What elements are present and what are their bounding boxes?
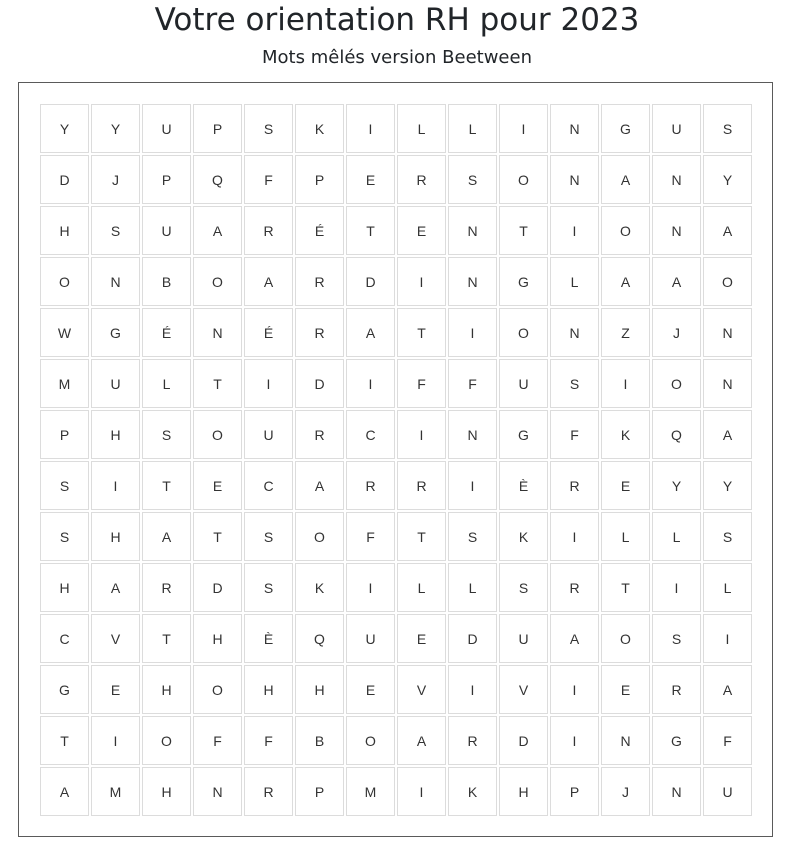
grid-cell[interactable]: J — [652, 308, 701, 357]
grid-cell[interactable]: R — [142, 563, 191, 612]
grid-cell[interactable]: U — [652, 104, 701, 153]
grid-cell[interactable]: H — [40, 563, 89, 612]
grid-cell[interactable]: A — [397, 716, 446, 765]
grid-cell[interactable]: R — [397, 155, 446, 204]
grid-cell[interactable]: S — [550, 359, 599, 408]
grid-cell[interactable]: I — [346, 563, 395, 612]
grid-cell[interactable]: T — [142, 461, 191, 510]
grid-cell[interactable]: T — [601, 563, 650, 612]
grid-cell[interactable]: A — [601, 155, 650, 204]
grid-cell[interactable]: T — [499, 206, 548, 255]
grid-cell[interactable]: U — [244, 410, 293, 459]
grid-cell[interactable]: Y — [652, 461, 701, 510]
grid-cell[interactable]: H — [295, 665, 344, 714]
grid-cell[interactable]: V — [397, 665, 446, 714]
grid-cell[interactable]: I — [550, 716, 599, 765]
grid-cell[interactable]: G — [499, 410, 548, 459]
grid-cell[interactable]: L — [448, 563, 497, 612]
grid-cell[interactable]: I — [601, 359, 650, 408]
grid-cell[interactable]: R — [397, 461, 446, 510]
grid-cell[interactable]: F — [550, 410, 599, 459]
grid-cell[interactable]: R — [295, 308, 344, 357]
grid-cell[interactable]: R — [550, 461, 599, 510]
grid-cell[interactable]: L — [652, 512, 701, 561]
grid-cell[interactable]: A — [346, 308, 395, 357]
grid-cell[interactable]: Y — [40, 104, 89, 153]
grid-cell[interactable]: B — [142, 257, 191, 306]
grid-cell[interactable]: D — [346, 257, 395, 306]
grid-cell[interactable]: S — [652, 614, 701, 663]
grid-cell[interactable]: H — [244, 665, 293, 714]
grid-cell[interactable]: L — [448, 104, 497, 153]
grid-cell[interactable]: G — [499, 257, 548, 306]
grid-cell[interactable]: T — [142, 614, 191, 663]
grid-cell[interactable]: S — [40, 512, 89, 561]
grid-cell[interactable]: S — [703, 104, 752, 153]
grid-cell[interactable]: L — [397, 563, 446, 612]
grid-cell[interactable]: T — [193, 359, 242, 408]
grid-cell[interactable]: F — [244, 716, 293, 765]
grid-cell[interactable]: F — [397, 359, 446, 408]
grid-cell[interactable]: K — [295, 104, 344, 153]
grid-cell[interactable]: K — [499, 512, 548, 561]
grid-cell[interactable]: M — [40, 359, 89, 408]
grid-cell[interactable]: G — [601, 104, 650, 153]
grid-cell[interactable]: N — [652, 206, 701, 255]
grid-cell[interactable]: P — [193, 104, 242, 153]
grid-cell[interactable]: H — [40, 206, 89, 255]
grid-cell[interactable]: D — [448, 614, 497, 663]
grid-cell[interactable]: S — [91, 206, 140, 255]
grid-cell[interactable]: A — [703, 665, 752, 714]
grid-cell[interactable]: L — [601, 512, 650, 561]
grid-cell[interactable]: I — [448, 665, 497, 714]
grid-cell[interactable]: U — [499, 614, 548, 663]
grid-cell[interactable]: I — [346, 104, 395, 153]
grid-cell[interactable]: N — [652, 155, 701, 204]
grid-cell[interactable]: I — [550, 206, 599, 255]
grid-cell[interactable]: É — [244, 308, 293, 357]
grid-cell[interactable]: A — [142, 512, 191, 561]
grid-cell[interactable]: N — [448, 206, 497, 255]
grid-cell[interactable]: U — [91, 359, 140, 408]
grid-cell[interactable]: S — [448, 512, 497, 561]
grid-cell[interactable]: H — [193, 614, 242, 663]
grid-cell[interactable]: P — [295, 767, 344, 816]
grid-cell[interactable]: F — [244, 155, 293, 204]
grid-cell[interactable]: R — [346, 461, 395, 510]
grid-cell[interactable]: K — [295, 563, 344, 612]
grid-cell[interactable]: T — [193, 512, 242, 561]
grid-cell[interactable]: È — [244, 614, 293, 663]
grid-cell[interactable]: F — [346, 512, 395, 561]
grid-cell[interactable]: A — [295, 461, 344, 510]
grid-cell[interactable]: N — [448, 410, 497, 459]
grid-cell[interactable]: A — [703, 410, 752, 459]
grid-cell[interactable]: D — [295, 359, 344, 408]
grid-cell[interactable]: C — [40, 614, 89, 663]
grid-cell[interactable]: Q — [193, 155, 242, 204]
grid-cell[interactable]: N — [193, 308, 242, 357]
grid-cell[interactable]: V — [91, 614, 140, 663]
grid-cell[interactable]: R — [448, 716, 497, 765]
grid-cell[interactable]: M — [91, 767, 140, 816]
grid-cell[interactable]: H — [91, 410, 140, 459]
grid-cell[interactable]: W — [40, 308, 89, 357]
grid-cell[interactable]: E — [91, 665, 140, 714]
grid-cell[interactable]: O — [601, 614, 650, 663]
grid-cell[interactable]: I — [346, 359, 395, 408]
grid-cell[interactable]: O — [295, 512, 344, 561]
grid-cell[interactable]: N — [601, 716, 650, 765]
grid-cell[interactable]: È — [499, 461, 548, 510]
grid-cell[interactable]: N — [550, 308, 599, 357]
grid-cell[interactable]: S — [499, 563, 548, 612]
grid-cell[interactable]: L — [397, 104, 446, 153]
grid-cell[interactable]: U — [142, 206, 191, 255]
grid-cell[interactable]: É — [295, 206, 344, 255]
grid-cell[interactable]: O — [499, 155, 548, 204]
grid-cell[interactable]: Y — [91, 104, 140, 153]
grid-cell[interactable]: T — [40, 716, 89, 765]
grid-cell[interactable]: O — [499, 308, 548, 357]
grid-cell[interactable]: I — [397, 257, 446, 306]
grid-cell[interactable]: Z — [601, 308, 650, 357]
grid-cell[interactable]: S — [40, 461, 89, 510]
grid-cell[interactable]: O — [652, 359, 701, 408]
grid-cell[interactable]: N — [448, 257, 497, 306]
grid-cell[interactable]: N — [91, 257, 140, 306]
page-title: Votre orientation RH pour 2023 — [154, 2, 640, 38]
grid-cell[interactable]: I — [397, 410, 446, 459]
grid-cell[interactable]: O — [142, 716, 191, 765]
grid-cell[interactable]: P — [142, 155, 191, 204]
page-subtitle: Mots mêlés version Beetween — [262, 47, 532, 68]
grid-cell[interactable]: U — [346, 614, 395, 663]
grid-cell[interactable]: O — [193, 410, 242, 459]
grid-cell[interactable]: N — [703, 308, 752, 357]
grid-cell[interactable]: S — [244, 512, 293, 561]
grid-cell[interactable]: U — [142, 104, 191, 153]
grid-cell[interactable]: E — [193, 461, 242, 510]
grid-cell[interactable]: I — [91, 461, 140, 510]
grid-cell[interactable]: E — [346, 665, 395, 714]
grid-cell[interactable]: A — [40, 767, 89, 816]
grid-cell[interactable]: P — [295, 155, 344, 204]
grid-cell[interactable]: É — [142, 308, 191, 357]
grid-cell[interactable]: L — [550, 257, 599, 306]
grid-cell[interactable]: T — [397, 512, 446, 561]
grid-cell[interactable]: E — [397, 206, 446, 255]
grid-cell[interactable]: D — [40, 155, 89, 204]
grid-cell[interactable]: E — [346, 155, 395, 204]
grid-cell[interactable]: I — [448, 461, 497, 510]
letter-grid — [40, 104, 752, 816]
grid-cell[interactable]: E — [601, 461, 650, 510]
grid-cell[interactable]: N — [193, 767, 242, 816]
grid-cell[interactable]: E — [397, 614, 446, 663]
grid-cell[interactable]: S — [448, 155, 497, 204]
grid-cell[interactable]: L — [703, 563, 752, 612]
grid-cell[interactable]: G — [652, 716, 701, 765]
grid-cell[interactable]: D — [499, 716, 548, 765]
grid-cell[interactable]: G — [40, 665, 89, 714]
grid-cell[interactable]: I — [448, 308, 497, 357]
grid-cell[interactable]: O — [346, 716, 395, 765]
grid-cell[interactable]: C — [244, 461, 293, 510]
grid-cell[interactable]: C — [346, 410, 395, 459]
grid-cell[interactable]: F — [703, 716, 752, 765]
grid-cell[interactable]: O — [601, 206, 650, 255]
grid-cell[interactable]: N — [652, 767, 701, 816]
grid-cell[interactable]: Q — [652, 410, 701, 459]
grid-cell[interactable]: I — [499, 104, 548, 153]
grid-cell[interactable]: N — [550, 104, 599, 153]
grid-cell[interactable]: A — [91, 563, 140, 612]
word-search-board — [18, 82, 773, 837]
grid-cell[interactable]: D — [193, 563, 242, 612]
grid-cell[interactable]: R — [244, 767, 293, 816]
grid-cell[interactable]: S — [703, 512, 752, 561]
grid-cell[interactable]: I — [397, 767, 446, 816]
grid-cell[interactable]: S — [244, 104, 293, 153]
grid-cell[interactable]: R — [550, 563, 599, 612]
grid-cell[interactable]: T — [397, 308, 446, 357]
grid-cell[interactable]: J — [91, 155, 140, 204]
grid-cell[interactable]: I — [703, 614, 752, 663]
grid-cell[interactable]: P — [40, 410, 89, 459]
grid-cell[interactable]: P — [550, 767, 599, 816]
grid-cell[interactable]: S — [142, 410, 191, 459]
grid-cell[interactable]: T — [346, 206, 395, 255]
grid-cell[interactable]: U — [499, 359, 548, 408]
grid-cell[interactable]: I — [244, 359, 293, 408]
grid-cell[interactable]: Q — [295, 614, 344, 663]
grid-cell[interactable]: O — [40, 257, 89, 306]
grid-cell[interactable]: I — [550, 665, 599, 714]
grid-cell[interactable]: S — [244, 563, 293, 612]
grid-cell[interactable]: A — [193, 206, 242, 255]
grid-cell[interactable]: J — [601, 767, 650, 816]
grid-cell[interactable]: E — [601, 665, 650, 714]
grid-cell[interactable]: L — [142, 359, 191, 408]
grid-cell[interactable]: A — [244, 257, 293, 306]
grid-cell[interactable]: H — [142, 665, 191, 714]
grid-cell[interactable]: A — [550, 614, 599, 663]
grid-cell[interactable]: H — [91, 512, 140, 561]
grid-cell[interactable]: O — [193, 257, 242, 306]
grid-cell[interactable]: F — [448, 359, 497, 408]
grid-cell[interactable]: O — [193, 665, 242, 714]
grid-cell[interactable]: H — [499, 767, 548, 816]
grid-cell[interactable]: V — [499, 665, 548, 714]
grid-cell[interactable]: A — [652, 257, 701, 306]
grid-cell[interactable]: N — [550, 155, 599, 204]
grid-cell[interactable]: A — [703, 206, 752, 255]
grid-cell[interactable]: O — [703, 257, 752, 306]
grid-cell[interactable]: K — [601, 410, 650, 459]
grid-cell[interactable]: B — [295, 716, 344, 765]
grid-cell[interactable]: R — [244, 206, 293, 255]
grid-cell[interactable]: F — [193, 716, 242, 765]
grid-cell[interactable]: Y — [703, 461, 752, 510]
grid-cell[interactable]: K — [448, 767, 497, 816]
grid-cell[interactable]: U — [703, 767, 752, 816]
grid-cell[interactable]: R — [295, 257, 344, 306]
grid-cell[interactable]: R — [295, 410, 344, 459]
grid-cell[interactable]: R — [652, 665, 701, 714]
grid-cell[interactable]: I — [91, 716, 140, 765]
grid-cell[interactable]: N — [703, 359, 752, 408]
grid-cell[interactable]: M — [346, 767, 395, 816]
grid-cell[interactable]: H — [142, 767, 191, 816]
grid-cell[interactable]: Y — [703, 155, 752, 204]
grid-cell[interactable]: I — [550, 512, 599, 561]
grid-cell[interactable]: G — [91, 308, 140, 357]
grid-cell[interactable]: A — [601, 257, 650, 306]
grid-cell[interactable]: I — [652, 563, 701, 612]
